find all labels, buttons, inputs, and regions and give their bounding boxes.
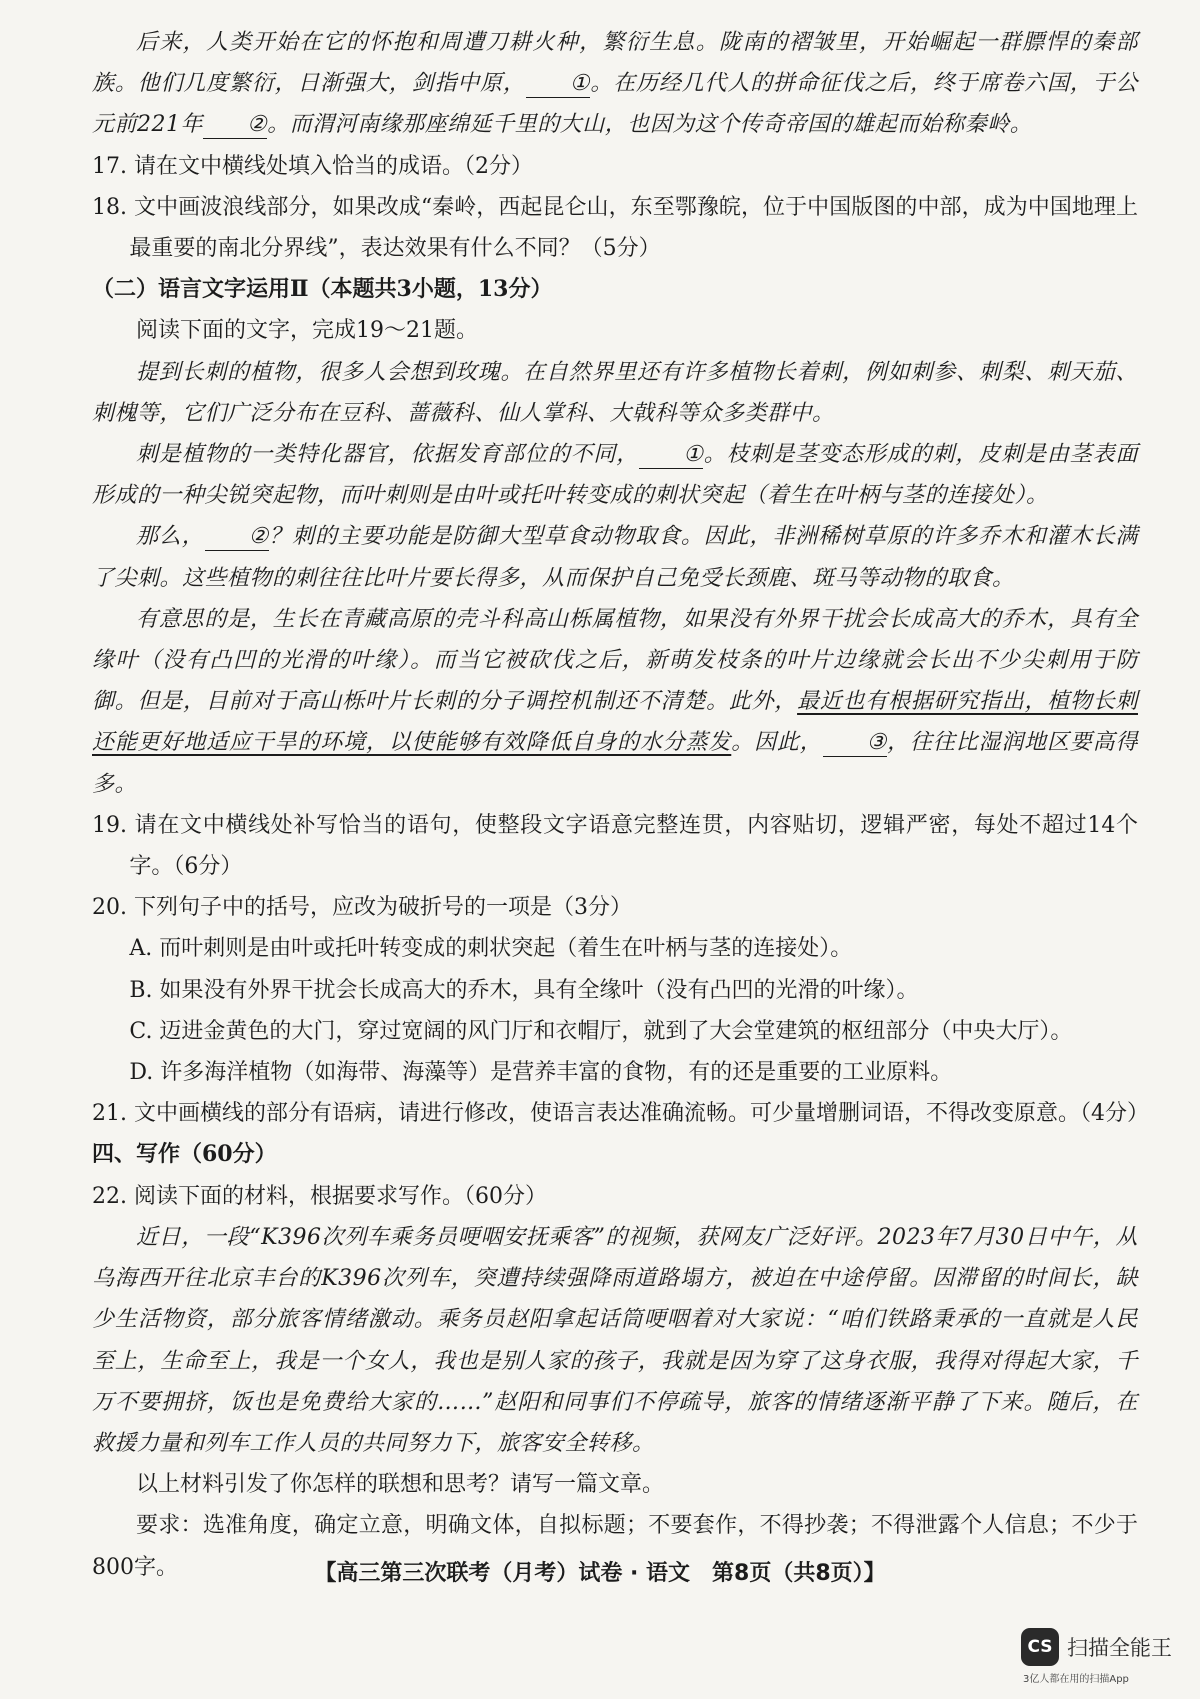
watermark-slogan: 3亿人都在用的扫描App (1023, 1674, 1129, 1685)
passage2-paragraph-3: 那么， ②？刺的主要功能是防御大型草食动物取食。因此，非洲稀树草原的许多乔木和灌木长满了尖刺。这些植物的刺往往比叶片要长得多，从而保护自己免受长颈鹿、斑马等动物的取食。 (92, 524, 1138, 591)
option-c: C. 迈进金黄色的大门，穿过宽阔的风门厅和衣帽厅，就到了大会堂建筑的枢纽部分（中央大厅）。 (129, 1018, 1073, 1044)
writing-material: 近日，一段“K396次列车乘务员哽咽安抚乘客”的视频，获网友广泛好评。2023年7月30日中午，从乌海西开往北京丰台的K396次列车，突遭持续强降雨道路塌方，被迫在中途停留。因滞留的时间长，缺少生活物资，部分旅客情绪激动。乘务员赵阳拿起话筒哽咽着对大家说：“咱们铁路秉承的一直就是人民至上，生命至上，我是一个女人，我也是别人家的孩子，我就是因为穿了这身衣服，我得对得起大家，千万不要拥挤，饭也是免费给大家的……”赵阳和同事们不停疏导，旅客的情绪逐渐平静了下来。随后，在救援力量和列车工作人员的共同努力下，旅客安全转移。 (92, 1224, 1138, 1456)
question-20: 20. 下列句子中的括号，应改为破折号的一项是（3分） (92, 895, 632, 921)
exam-page (92, 22, 1149, 1588)
camscanner-logo-icon: CS (1021, 1628, 1059, 1666)
scanner-watermark (1021, 1628, 1172, 1685)
section-2-title: （二）语言文字运用Ⅱ（本题共3小题，13分） (92, 276, 553, 303)
watermark-app-name: 扫描全能王 (1067, 1636, 1172, 1660)
section-4-title: 四、写作（60分） (92, 1141, 277, 1168)
option-a: A. 而叶刺则是由叶或托叶转变成的刺状突起（着生在叶柄与茎的连接处）。 (129, 936, 853, 962)
option-b: B. 如果没有外界干扰会长成高大的乔木，具有全缘叶（没有凸凹的光滑的叶缘）。 (129, 977, 919, 1003)
passage2-paragraph-1: 提到长刺的植物，很多人会想到玫瑰。在自然界里还有许多植物长着刺，例如刺参、刺梨、刺天茄、刺槐等，它们广泛分布在豆科、蔷薇科、仙人掌科、大戟科等众多类群中。 (92, 359, 1138, 426)
question-17: 17. 请在文中横线处填入恰当的成语。（2分） (92, 153, 533, 179)
question-22: 22. 阅读下面的材料，根据要求写作。（60分） (92, 1183, 547, 1209)
blank-1: ① (526, 71, 590, 98)
blank-2: ② (203, 112, 267, 139)
blank-p2-3: ③ (823, 730, 887, 757)
question-21: 21. 文中画横线的部分有语病，请进行修改，使语言表达准确流畅。可少量增删词语，不得改变原意。（4分） (92, 1101, 1149, 1127)
question-19: 19. 请在文中横线处补写恰当的语句，使整段文字语意完整连贯，内容贴切，逻辑严密，每处不超过14个字。（6分） (92, 812, 1138, 880)
writing-prompt: 以上材料引发了你怎样的联想和思考？请写一篇文章。 (136, 1472, 665, 1498)
option-d: D. 许多海洋植物（如海带、海藻等）是营养丰富的食物，有的还是重要的工业原料。 (129, 1060, 953, 1086)
passage1-paragraph: 后来，人类开始在它的怀抱和周遭刀耕火种，繁衍生息。陇南的褶皱里，开始崛起一群膘悍的秦部族。他们几度繁衍，日渐强大，剑指中原， ①。在历经几代人的拼命征伐之后，终于席卷六国，于公元前221年 ②。而渭河南缘那座绵延千里的大山，也因为这个传奇帝国的雄起而始称秦岭。 (92, 30, 1138, 138)
blank-p2-2: ② (205, 524, 269, 551)
blank-p2-1: ① (639, 442, 703, 469)
passage2-paragraph-2: 刺是植物的一类特化器官，依据发育部位的不同， ①。枝刺是茎变态形成的刺，皮刺是由茎表面形成的一种尖锐突起物，而叶刺则是由叶或托叶转变成的刺状突起（着生在叶柄与茎的连接处）。 (92, 442, 1138, 509)
passage2-paragraph-4: 有意思的是，生长在青藏高原的壳斗科高山栎属植物，如果没有外界干扰会长成高大的乔木，具有全缘叶（没有凸凹的光滑的叶缘）。而当它被砍伐之后，新萌发枝条的叶片边缘就会长出不少尖刺用于防御。但是，目前对于高山栎叶片长刺的分子调控机制还不清楚。此外，最近也有根据研究指出，植物长刺还能更好地适应干旱的环境，以使能够有效降低自身的水分蒸发。因此， ③，往往比湿润地区要高得多。 (92, 606, 1138, 797)
underlined-sentence: 最近也有根据研究指出，植物长刺还能更好地适应干旱的环境，以使能够有效降低自身的水分蒸发 (92, 689, 1138, 756)
reading-instruction: 阅读下面的文字，完成19～21题。 (136, 318, 478, 344)
writing-requirements: 要求：选准角度，确定立意，明确文体，自拟标题；不要套作，不得抄袭；不得泄露个人信息；不少于800字。 (92, 1513, 1138, 1580)
page-footer: 【高三第三次联考（月考）试卷 · 语文 第8页（共8页）】 (314, 1561, 886, 1586)
question-18: 18. 文中画波浪线部分，如果改成“秦岭，西起昆仑山，东至鄂豫皖，位于中国版图的中部，成为中国地理上最重要的南北分界线”，表达效果有什么不同？（5分） (92, 194, 1138, 262)
